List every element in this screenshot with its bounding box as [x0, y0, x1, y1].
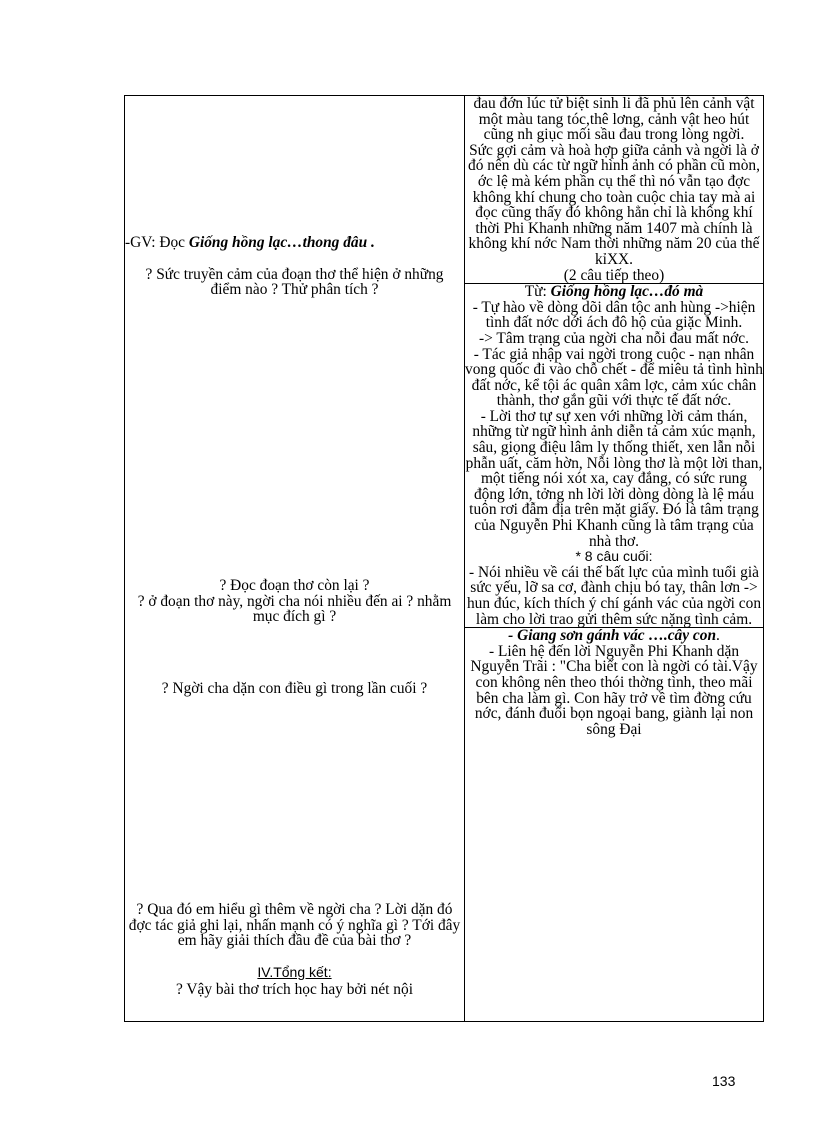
text-paragraph: - Nói nhiều về cái thế bất lực của mình tuổi già sức yếu, lỡ sa cơ, đành chịu bó tay, thân lơn -> hun đúc, kích thích ý chí gánh vác của ngời con làm cho lời trao gửi thêm sức nặng tình cảm. [466, 563, 762, 628]
text-paragraph: - Lời thơ tự sự xen với những lời cảm thán, những từ ngữ hình ảnh diễn tả cảm xúc mạnh, sâu, giọng điệu lâm ly thống thiết, xen lẫn nỗi phẫn uất, căm hờn, Nỗi lòng thơ là một lời than, một tiếng nói xót xa, cay đắng, có sức rung động lớn, tởng nh lời lời dòng dòng là lệ máu tuôn rơi đẫm địa trên mặt giấy. Đó là tâm trạng của Nguyễn Phi Khanh cũng là tâm trạng của nhà thơ. [465, 407, 763, 550]
text-paragraph: - Liên hệ đến lời Nguyễn Phi Khanh dặn Nguyễn Trãi : "Cha biết con là ngời có tài.Vậy con không nên theo thói thờng tình, theo mãi bên cha làm gì. Con hãy trở về tìm đờng cứu nớc, đánh đuổi bọn ngoại bang, giành lại non sông Đại [470, 642, 758, 738]
content-table [124, 95, 764, 1022]
page-number: 133 [712, 1073, 736, 1089]
right-column [465, 96, 763, 1021]
text-paragraph: đau đớn lúc tử biệt sinh li đã phủ lên cảnh vật một màu tang tóc,thê lơng, cảnh vật heo hút cũng nh giục mối sầu đau trong lòng ngời. [473, 96, 755, 144]
question-read-remaining: ? Đọc đoạn thơ còn lại ? [219, 577, 370, 594]
gv-reading-instruction: -GV: Đọc Giống hồng lạc…thong đâu . [125, 234, 375, 251]
question-father-advice: ? Ngời cha dặn con điều gì trong lần cuối ? [161, 680, 428, 697]
left-block-reading-2 [125, 578, 464, 625]
left-block-last-advice [125, 681, 464, 697]
section-title-lines: Từ: Giống hồng lạc…đó mà [524, 283, 704, 301]
left-block-reading-1 [125, 235, 464, 298]
section-heading-summary: IV.Tổng kết: [257, 963, 332, 980]
text-paragraph: - Tự hào về dòng dõi dân tộc anh hùng ->hiện tình đất nớc dới ách đô hộ của giặc Minh. [472, 298, 756, 332]
question-emotive-power: ? Sức truyền cảm của đoạn thơ thể hiện ở những điểm nào ? Thử phân tích ? [145, 265, 444, 299]
text-paragraph: Sức gợi cảm và hoà hợp giữa cảnh và ngời là ở đó nên dù các từ ngữ hình ảnh có phần cũ mòn, ớc lệ mà kém phần cụ thể thì nó vẫn tạo đợc không khí chung cho toàn cuộc chia tay mà ai đọc cũng thấy đó không hẳn chỉ là không khí thời Phi Khanh những năm 1407 mà chính là không khí nớc Nam thời những năm 20 của thế kỉXX. [468, 141, 760, 268]
question-who-father-speaks-of: ? ở đoạn thơ này, ngời cha nói nhiều đến ai ? nhằm mục đích gì ? [137, 592, 452, 626]
section-heading-last-eight: * 8 câu cuối: [575, 548, 653, 565]
note-next-lines: (2 câu tiếp theo) [563, 266, 665, 284]
left-column [125, 96, 464, 1021]
question-understanding-father: ? Qua đó em hiểu gì thêm về ngời cha ? Lời dặn đó đợc tác giả ghi lại, nhấn mạnh có ý nghĩa gì ? Tới đây em hãy giải thích đầu đề của bài thơ ? [128, 901, 461, 950]
text-paragraph: - Tác giả nhập vai ngời trong cuộc - nạn nhân vong quốc đi vào chỗ chết - để miêu tả tình hình đất nớc, kể tội ác quân xâm lợc, cảm xúc chân thành, thơ gắn gũi với thực tế đất nớc. [465, 345, 763, 410]
section-title-giang-son: - Giang sơn gánh vác ….cây con. [508, 627, 720, 645]
text-paragraph: -> Tâm trạng của ngời cha nỗi đau mất nớc. [479, 329, 749, 347]
question-poem-value: ? Vậy bài thơ trích học hay bởi nét nội [176, 981, 413, 999]
left-block-summary [125, 902, 464, 998]
